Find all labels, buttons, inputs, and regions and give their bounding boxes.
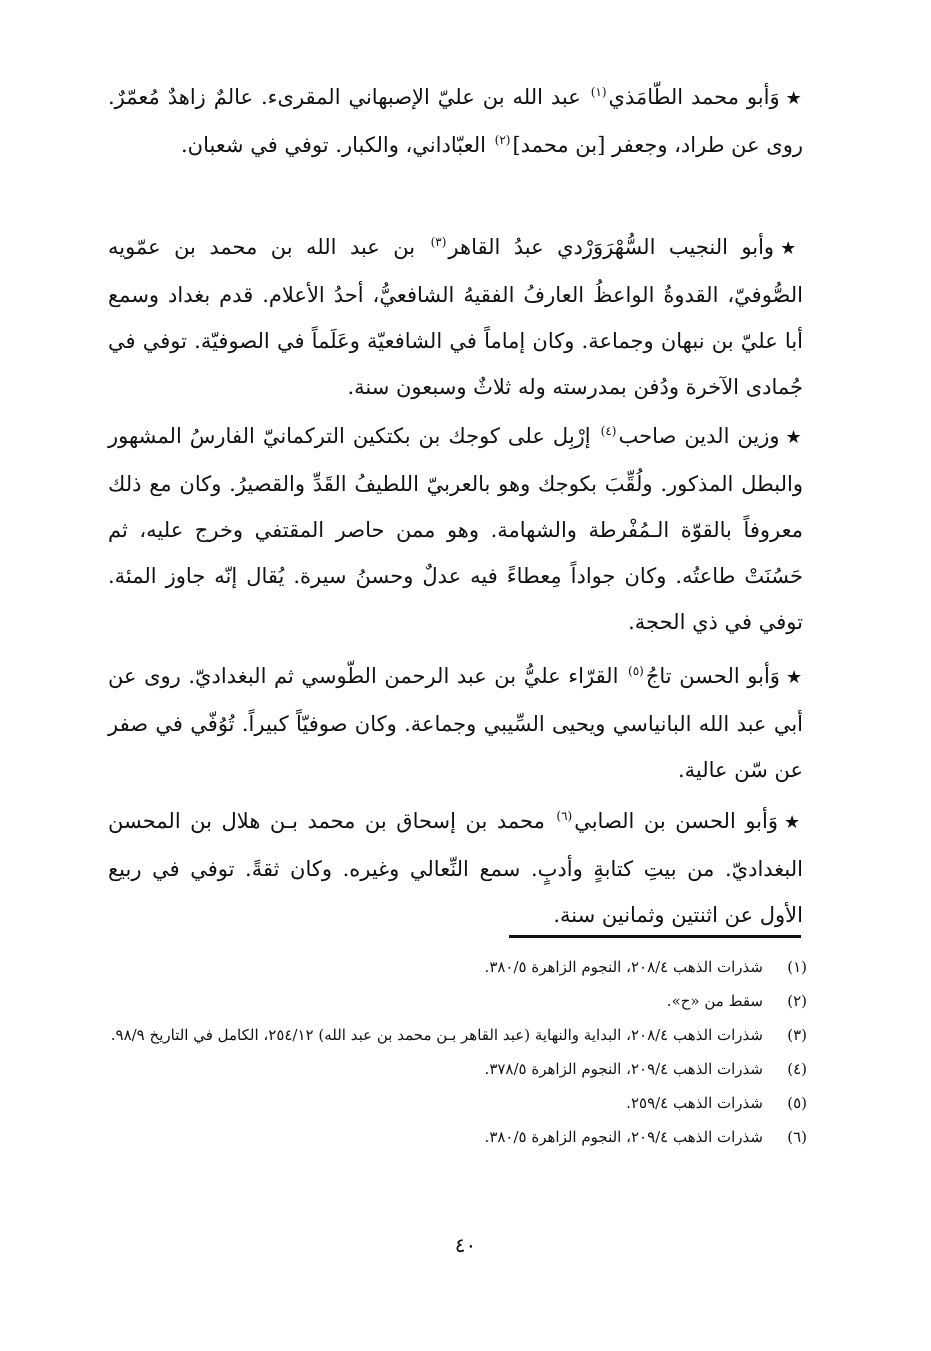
footnote-text: شذرات الذهب ٢٠٩/٤، النجوم الزاهرة ٣٧٨/٥.	[484, 1060, 763, 1078]
star-icon: ★	[785, 427, 803, 448]
footnote-item	[107, 950, 807, 984]
footnote-text: شذرات الذهب ٢٠٩/٤، النجوم الزاهرة ٣٨٠/٥.	[484, 1128, 763, 1146]
footnote-text: شذرات الذهب ٢٠٨/٤، النجوم الزاهرة ٣٨٠/٥.	[484, 958, 763, 976]
footnote-number: (٦)	[787, 1128, 807, 1146]
footnote-ref: (٦)	[556, 809, 573, 823]
page-number: ٤٠	[454, 1233, 477, 1257]
footnote-ref: (٣)	[430, 235, 447, 249]
entry-text: القرّاء عليُّ بن عبد الرحمن الطّوسي ثم البغداديّ. روى عن أبي عبد الله البانياسي ويحيى السِّيبي وجماعة. وكان صوفيّاً كبيراً. تُوُفّي في صفر عن سّن عالية.	[108, 664, 803, 782]
biography-entry	[108, 224, 803, 410]
footnote-ref: (٤)	[600, 424, 617, 438]
footnote-text: شذرات الذهب ٢٥٩/٤.	[626, 1094, 763, 1112]
footnote-number: (٣)	[787, 1026, 807, 1044]
biography-entry	[108, 74, 803, 168]
footnote-ref: (٥)	[628, 664, 644, 678]
entry-text: وَأبو الحسن بن الصابي	[574, 809, 778, 833]
entry-text: محمد بن إسحاق بن محمد بـن هلال بن المحسن البغداديّ. من بيتِ كتابةٍ وأدبٍ. سمع النِّعالي وغيره. وكان ثقةً. توفي في ربيع الأول عن اثنتين وثمانين سنة.	[108, 809, 803, 927]
footnote-number: (٤)	[787, 1060, 807, 1078]
star-icon: ★	[785, 88, 803, 109]
footnote-item	[107, 1052, 807, 1086]
entry-text: بن عبد الله بن محمد بن عمّويه الصُّوفيّ، القدوةُ الواعظُ العارفُ الفقيهُ الشافعيُّ، أحدُ الأعلام. قدم بغداد وسمع أبا عليّ بن نبهان وجماعة. وكان إماماً في الشافعيّة وعَلَماً في الصوفيّة. توفي في جُمادى الآخرة ودُفن بمدرسته وله ثلاثٌ وسبعون سنة.	[108, 235, 803, 399]
footnote-item	[107, 1018, 807, 1052]
footnote-ref: (٢)	[494, 133, 511, 147]
entry-text: عبد الله بن عليّ الإصبهاني المقرىء. عالمٌ زاهدٌ مُعمّرٌ. روى عن طراد، وجعفر [بن محمد]	[108, 85, 803, 157]
biography-entry	[108, 653, 803, 793]
footnote-item	[107, 1086, 807, 1120]
footnote-number: (٢)	[787, 992, 807, 1010]
entry-text: العبّاداني، والكبار. توفي في شعبان.	[180, 133, 486, 157]
footnote-text: شذرات الذهب ٢٠٨/٤، البداية والنهاية (عبد القاهر بـن محمد بن عبد الله) ٢٥٤/١٢، الكامل في التاريخ ٩٨/٩.	[110, 1026, 763, 1044]
entry-text: وأبو النجيب السُّهْرَوَرْدي عبدُ القاهر	[448, 235, 775, 259]
footnote-text: سقط من «ح».	[666, 992, 763, 1010]
footnote-ref: (١)	[590, 85, 607, 99]
footnote-item	[107, 1120, 807, 1154]
footnote-number: (١)	[787, 958, 807, 976]
star-icon: ★	[785, 667, 803, 688]
footnote-item	[107, 984, 807, 1018]
footnotes	[107, 950, 807, 1154]
biography-entry	[108, 413, 803, 645]
star-icon: ★	[784, 812, 803, 833]
entry-text: وزين الدين صاحب	[618, 424, 780, 448]
star-icon: ★	[780, 238, 803, 259]
biography-entry	[108, 798, 803, 938]
entry-text: وَأبو الحسن تاجُ	[645, 664, 780, 688]
entry-text: وَأبو محمد الطّامَذي	[608, 85, 780, 109]
footnote-number: (٥)	[787, 1094, 807, 1112]
footnote-divider	[509, 935, 801, 938]
entry-text: إرْبِل على كوجك بن بكتكين التركمانيّ الفارسُ المشهور والبطل المذكور. ولُقِّبَ بكوجك وهو بالعربيّ اللطيفُ القَدِّ والقصيرُ. وكان مع ذلك معروفاً بالقوّة الـمُفْرطة والشهامة. وهو ممن حاصر المقتفي وخرج عليه، ثم حَسُنَتْ طاعتُه. وكان جواداً مِعطاءً فيه عدلٌ وحسنُ سيرة. يُقال إنّه جاوز المئة. توفي في ذي الحجة.	[108, 424, 803, 634]
